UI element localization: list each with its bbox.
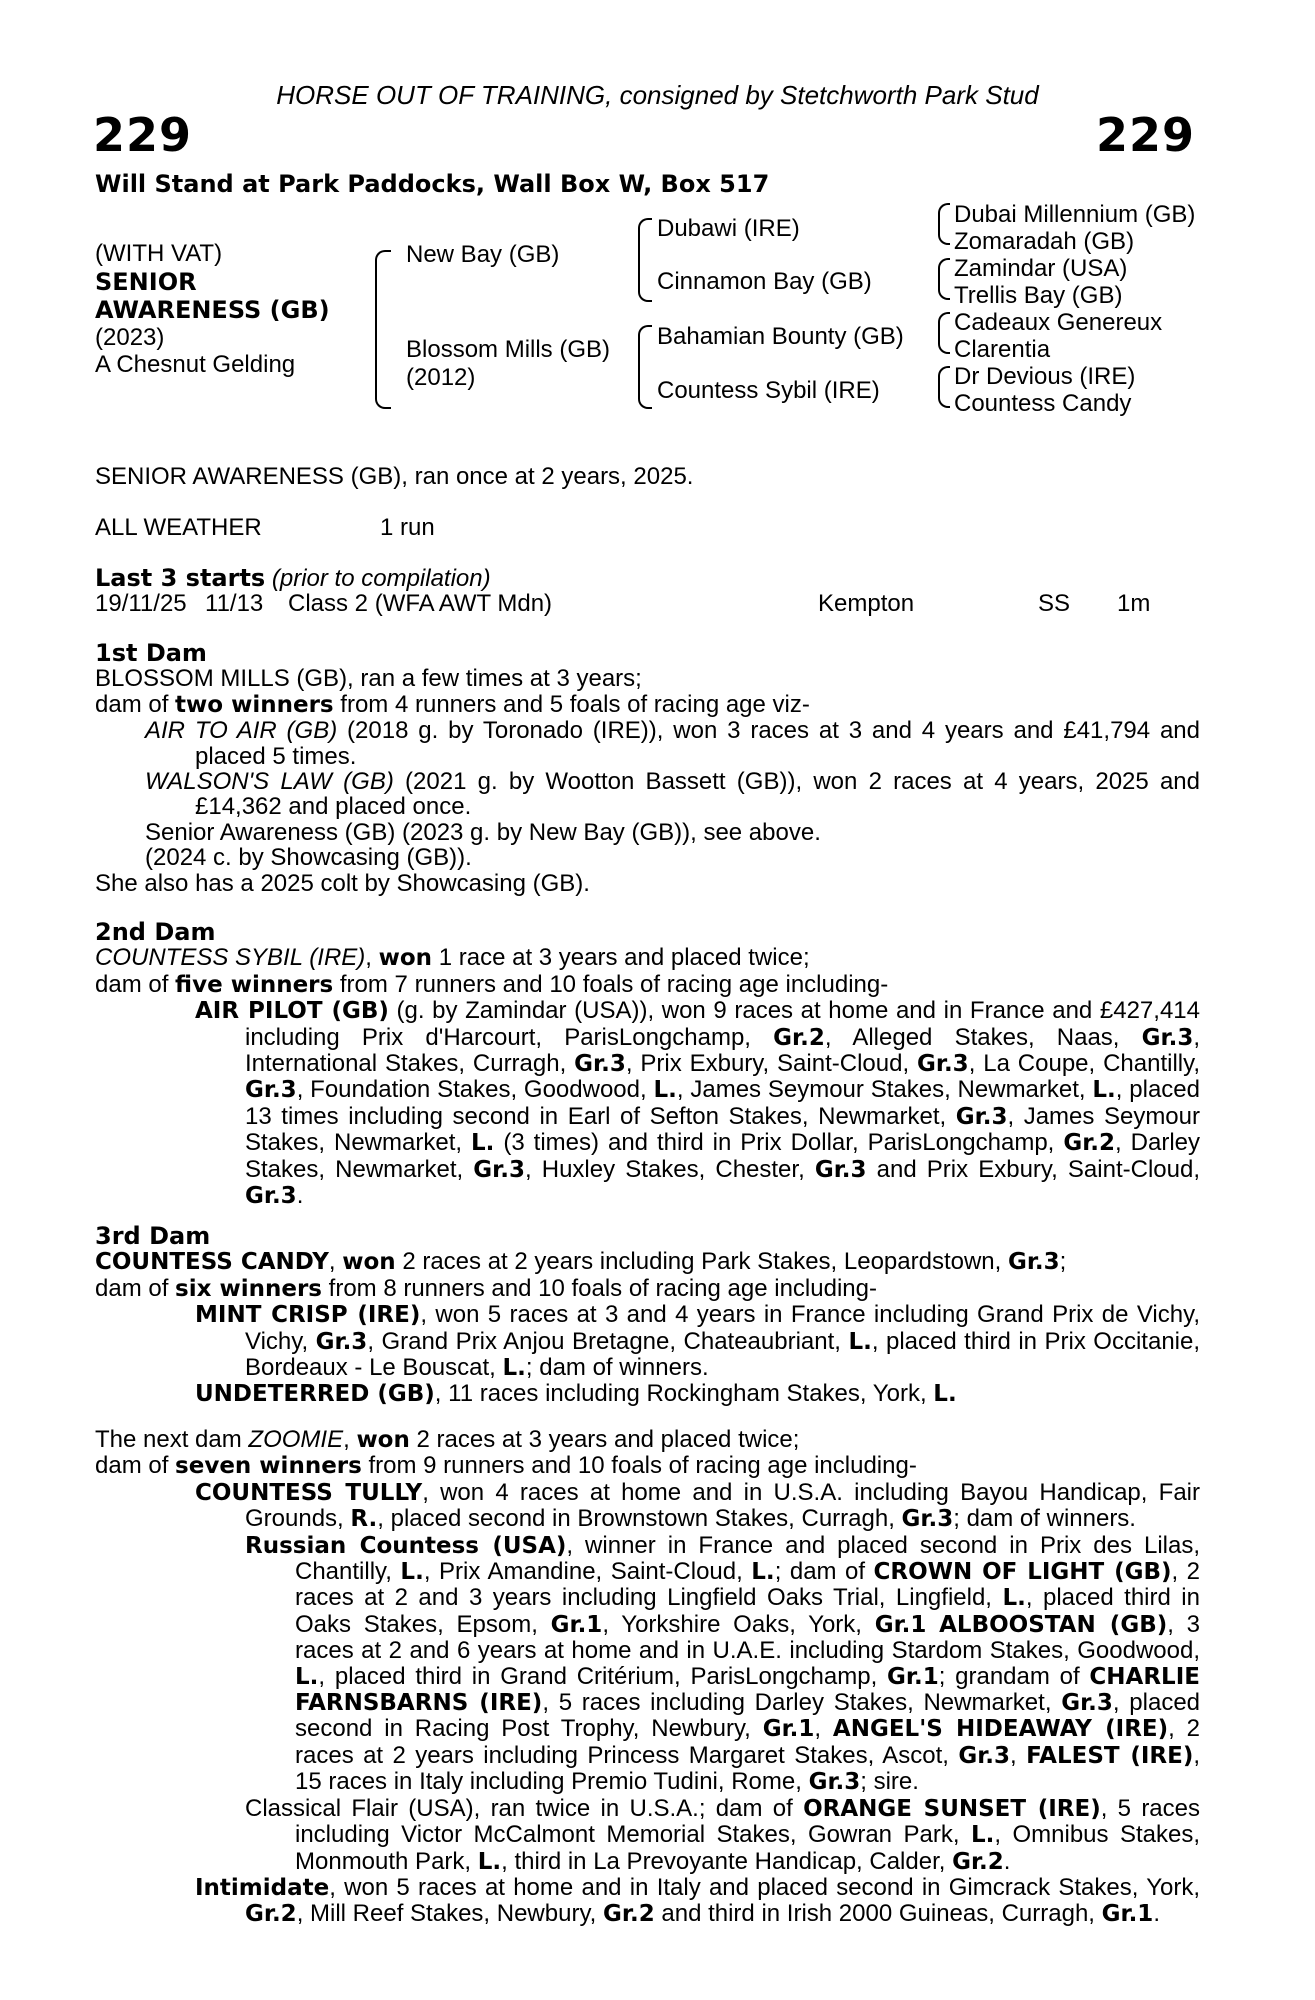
last-starts-heading-line — [95, 564, 491, 593]
third-dam-line2: dam of six winners from 8 runners and 10 foals of racing age including- — [95, 1274, 877, 1302]
second-dam-section — [95, 920, 1200, 1209]
produce-2024-colt: (2024 c. by Showcasing (GB)). — [145, 844, 472, 872]
next-dam-line1: The next dam ZOOMIE, won 2 races at 3 years and placed twice; — [95, 1426, 800, 1453]
dam: Blossom Mills (GB) — [406, 336, 611, 363]
last-starts-heading: Last 3 starts — [95, 564, 266, 592]
first-dam-section — [95, 641, 1200, 896]
first-dam-line2: dam of two winners from 4 runners and 5 foals of racing age viz- — [95, 690, 810, 718]
second-dam-heading: 2nd Dam — [95, 918, 216, 946]
second-dam-line1: COUNTESS SYBIL (IRE), won 1 race at 3 years and placed twice; — [95, 944, 810, 972]
stabling-location: Will Stand at Park Paddocks, Wall Box W, Box 517 — [95, 170, 770, 198]
first-dam-also-has: She also has a 2025 colt by Showcasing (GB). — [95, 869, 590, 897]
brace-dam-line — [638, 325, 652, 409]
first-dam-heading: 1st Dam — [95, 639, 207, 667]
race-record-summary: SENIOR AWARENESS (GB), ran once at 2 years, 2025. — [95, 463, 694, 490]
produce-intimidate: Intimidate, won 5 races at home and in Italy and placed second in Gimcrack Stakes, York, Gr.2, Mill Reef Stakes, Newbury, Gr.2 and third in Irish 2000 Guineas, Curragh, Gr.1. — [195, 1873, 1200, 1928]
horse-name-line2: AWARENESS (GB) — [95, 296, 330, 324]
produce-russian-countess: Russian Countess (USA), winner in France and placed second in Prix des Lilas, Chantilly, L., Prix Amandine, Saint-Cloud, L.; dam of CROWN OF LIGHT (GB), 2 races at 2 and 3 years including Lingfield Oaks Trial, Lingfield, L., placed third in Oaks Stakes, Epsom, Gr.1, Yorkshire Oaks, York, Gr.1 ALBOOSTAN (GB), 3 races at 2 and 6 years at home and in U.A.E. including Stardom Stakes, Goodwood, L., placed third in Grand Critérium, ParisLongchamp, Gr.1; grandam of CHARLIE FARNSBARNS (IRE), 5 races including Darley Stakes, Newmarket, Gr.3, placed second in Racing Post Trophy, Newbury, Gr.1, ANGEL'S HIDEAWAY (IRE), 2 races at 2 years including Princess Margaret Stakes, Ascot, Gr.3, FALEST (IRE), 15 races in Italy including Premio Tudini, Rome, Gr.3; sire. — [245, 1531, 1201, 1796]
sire-dam: Cinnamon Bay (GB) — [657, 268, 872, 295]
lot-number-right: 229 — [1095, 108, 1195, 162]
horse-name-line1: SENIOR — [95, 268, 197, 296]
lot-number-left: 229 — [93, 108, 193, 162]
start-date: 19/11/25 — [95, 590, 187, 617]
sire: New Bay (GB) — [406, 241, 560, 268]
produce-walsons-law: WALSON'S LAW (GB) (2021 g. by Wootton Bassett (GB)), won 2 races at 4 years, 2025 and £14,362 and placed once. — [145, 768, 1200, 821]
dd-dam: Countess Candy — [954, 390, 1132, 417]
brace-g3-1 — [938, 203, 950, 245]
dam-year: (2012) — [406, 364, 476, 391]
surface-runs: 1 run — [380, 514, 435, 541]
produce-mint-crisp: MINT CRISP (IRE), won 5 races at 3 and 4 years in France including Grand Prix de Vichy, Vichy, Gr.3, Grand Prix Anjou Bretagne, Chateaubriant, L., placed third in Prix Occitanie, Bordeaux - Le Bouscat, L.; dam of winners. — [195, 1301, 1201, 1382]
sire-sire: Dubawi (IRE) — [657, 215, 800, 242]
vat-note: (WITH VAT) — [95, 240, 223, 267]
produce-senior-awareness: Senior Awareness (GB) (2023 g. by New Bay (GB)), see above. — [145, 818, 821, 846]
horse-year: (2023) — [95, 324, 165, 351]
produce-air-pilot: AIR PILOT (GB) (g. by Zamindar (USA)), won 9 races at home and in France and £427,414 including Prix d'Harcourt, ParisLongchamp, Gr.2, Alleged Stakes, Naas, Gr.3, International Stakes, Curragh, Gr.3, Prix Exbury, Saint-Cloud, Gr.3, La Coupe, Chantilly, Gr.3, Foundation Stakes, Goodwood, L., James Seymour Stakes, Newmarket, L., placed 13 times including second in Earl of Sefton Stakes, Newmarket, Gr.3, James Seymour Stakes, Newmarket, L. (3 times) and third in Prix Dollar, ParisLongchamp, Gr.2, Darley Stakes, Newmarket, Gr.3, Huxley Stakes, Chester, Gr.3 and Prix Exbury, Saint-Cloud, Gr.3. — [195, 997, 1201, 1210]
produce-countess-tully: COUNTESS TULLY, won 4 races at home and in U.S.A. including Bayou Handicap, Fair Grounds, R., placed second in Brownstown Stakes, Curragh, Gr.3; dam of winners. — [195, 1478, 1200, 1533]
produce-undeterred: UNDETERRED (GB), 11 races including Rockingham Stakes, York, L. — [195, 1380, 957, 1408]
start-course: Kempton — [818, 590, 915, 617]
next-dam-line2: dam of seven winners from 9 runners and 10 foals of racing age including- — [95, 1452, 917, 1480]
dam-sire: Bahamian Bounty (GB) — [657, 323, 904, 350]
brace-g3-3 — [938, 312, 950, 354]
start-race: Class 2 (WFA AWT Mdn) — [288, 590, 553, 617]
brace-sire-line — [638, 218, 652, 302]
third-dam-section — [95, 1224, 1200, 1408]
surface-label: ALL WEATHER — [95, 514, 262, 541]
sd-sire: Zamindar (USA) — [954, 255, 1128, 282]
second-dam-line2: dam of five winners from 7 runners and 10 foals of racing age including- — [95, 970, 889, 998]
dam-dam: Countess Sybil (IRE) — [657, 377, 880, 404]
ds-sire: Cadeaux Genereux — [954, 309, 1163, 336]
last-starts-note: (prior to compilation) — [271, 565, 491, 592]
produce-classical-flair: Classical Flair (USA), ran twice in U.S.A.; dam of ORANGE SUNSET (IRE), 5 races including Victor McCalmont Memorial Stakes, Gowran Park, L., Omnibus Stakes, Monmouth Park, L., third in La Prevoyante Handicap, Calder, Gr.2. — [245, 1794, 1201, 1875]
next-dam-section — [95, 1427, 1200, 1928]
start-distance: 1m — [1117, 590, 1151, 617]
third-dam-line1: COUNTESS CANDY, won 2 races at 2 years including Park Stakes, Leopardstown, Gr.3; — [95, 1248, 1067, 1276]
sd-dam: Trellis Bay (GB) — [954, 282, 1123, 309]
start-position: 11/13 — [205, 590, 264, 617]
third-dam-heading: 3rd Dam — [95, 1222, 211, 1250]
first-dam-line1: BLOSSOM MILLS (GB), ran a few times at 3 years; — [95, 665, 642, 693]
produce-air-to-air: AIR TO AIR (GB) (2018 g. by Toronado (IRE)), won 3 races at 3 and 4 years and £41,794 and placed 5 times. — [145, 717, 1201, 770]
brace-generation-1 — [375, 250, 391, 409]
ss-sire: Dubai Millennium (GB) — [954, 201, 1196, 228]
start-going: SS — [1038, 590, 1071, 617]
consignment-line: HORSE OUT OF TRAINING, consigned by Stetchworth Park Stud — [276, 80, 1039, 110]
ss-dam: Zomaradah (GB) — [954, 228, 1135, 255]
brace-g3-4 — [938, 366, 950, 408]
horse-description: A Chesnut Gelding — [95, 351, 296, 378]
ds-dam: Clarentia — [954, 336, 1051, 363]
brace-g3-2 — [938, 258, 950, 300]
dd-sire: Dr Devious (IRE) — [954, 363, 1136, 390]
